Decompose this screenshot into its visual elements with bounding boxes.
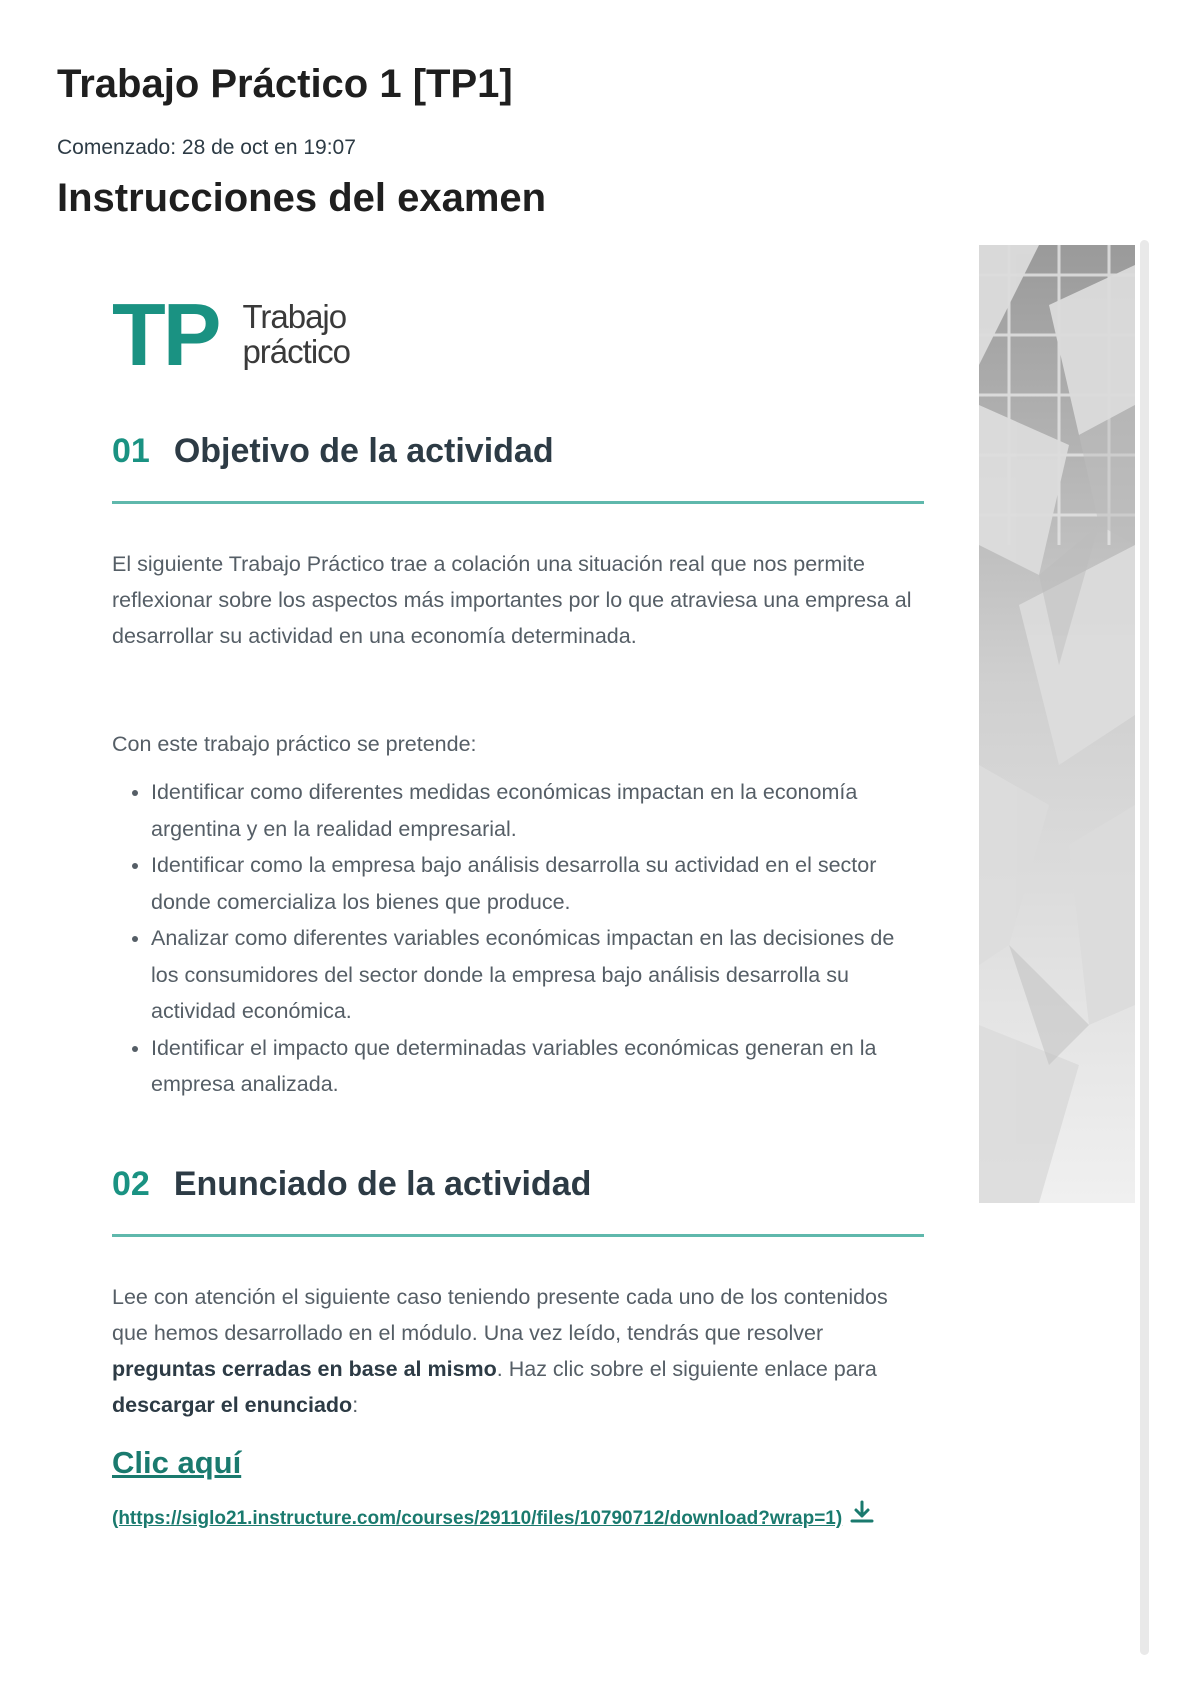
statement-emphasis: preguntas cerradas en base al mismo <box>112 1356 497 1381</box>
list-item: • Identificar como diferentes medidas económicas impactan en la economía argentina y en la realidad empresarial. <box>151 774 924 847</box>
list-item: • Analizar como diferentes variables económicas impactan en las decisiones de los consumidores del sector donde la empresa bajo análisis desarrolla su actividad económica. <box>151 920 924 1030</box>
instructions-title: Instrucciones del examen <box>57 176 547 220</box>
instructions-content <box>112 285 924 1539</box>
section-heading <box>112 432 924 471</box>
statement-text: . Haz clic sobre el siguiente enlace para <box>496 1356 877 1381</box>
section-statement <box>112 1165 924 1539</box>
objective-paragraph: El siguiente Trabajo Práctico trae a colación una situación real que nos permite reflexionar sobre los aspectos más importantes por lo que atraviesa una empresa al desarrollar su actividad en una economía determinada. <box>112 552 912 648</box>
scrollbar[interactable] <box>1140 240 1149 1655</box>
section-divider <box>112 501 924 504</box>
section-title: Enunciado de la actividad <box>173 1164 592 1203</box>
download-url: (https://siglo21.instructure.com/courses/29110/files/10790712/download?wrap=1) <box>112 1507 843 1529</box>
section-divider <box>112 1234 924 1237</box>
statement-paragraph <box>112 1279 924 1423</box>
intro-paragraph: Con este trabajo práctico se pretende: <box>112 732 477 756</box>
logo-text <box>242 300 350 369</box>
section-objective <box>112 432 924 1103</box>
logo-line-2: práctico <box>242 333 351 370</box>
download-icon <box>848 1499 876 1539</box>
statement-text: : <box>352 1392 359 1417</box>
objectives-list <box>112 774 924 1103</box>
download-url-link[interactable] <box>112 1499 892 1539</box>
list-item: • Identificar como la empresa bajo análisis desarrolla su actividad en el sector donde comercializa los bienes que produce. <box>151 847 924 920</box>
started-timestamp: Comenzado: 28 de oct en 19:07 <box>57 136 356 159</box>
section-number: 01 <box>112 432 150 470</box>
section-title: Objetivo de la actividad <box>173 432 554 470</box>
tp-logo <box>112 285 924 384</box>
section-heading <box>112 1165 924 1204</box>
logo-line-1: Trabajo <box>242 298 347 336</box>
download-link[interactable]: Clic aquí <box>112 1444 242 1480</box>
statement-emphasis: descargar el enunciado <box>112 1392 353 1417</box>
list-item: • Identificar el impacto que determinadas variables económicas generan en la empresa analizada. <box>151 1030 924 1103</box>
section-number: 02 <box>112 1164 150 1203</box>
architecture-photo <box>979 245 1135 1203</box>
logo-mark: TP <box>112 285 219 384</box>
page-title: Trabajo Práctico 1 [TP1] <box>57 62 513 106</box>
statement-text: Lee con atención el siguiente caso teniendo presente cada uno de los contenidos que hemos desarrollado en el módulo. Una vez leído, tendrás que resolver <box>112 1284 888 1345</box>
